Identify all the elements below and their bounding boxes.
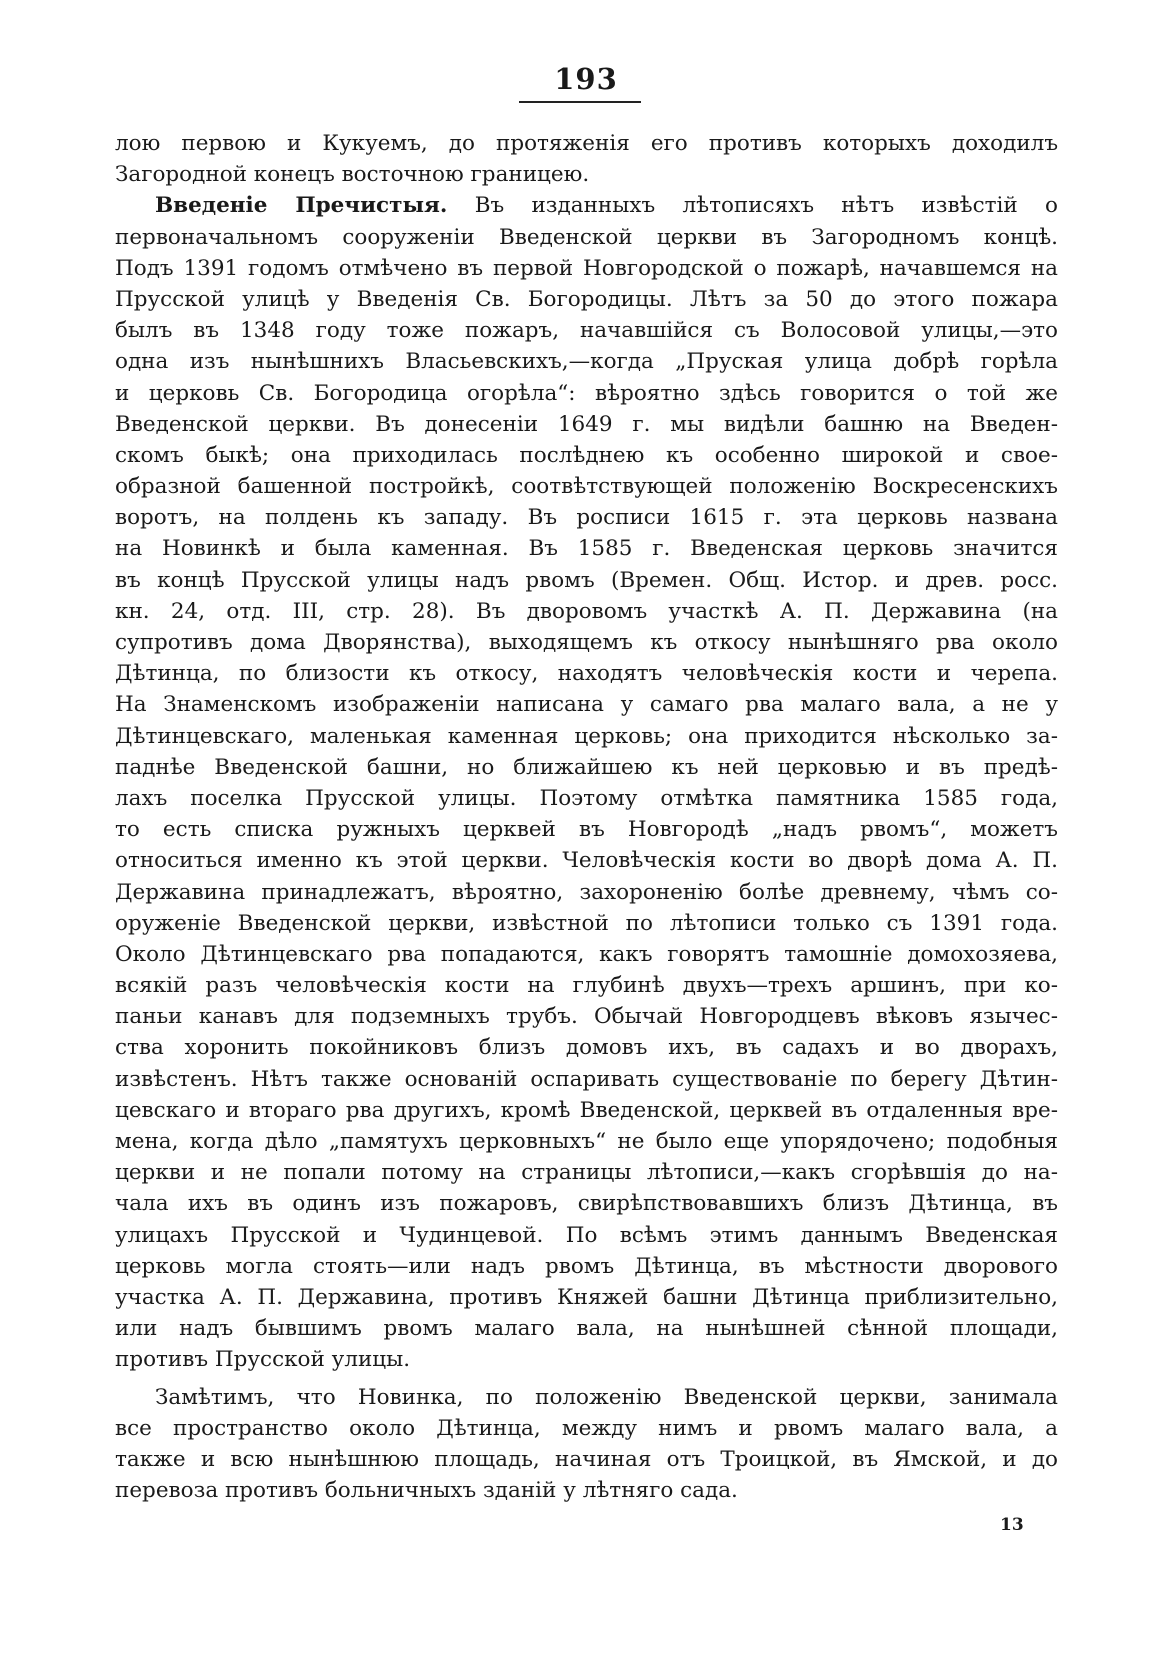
page-number: 193 (554, 62, 618, 96)
text-line: Державина принадлежатъ, вѣроятно, захороненію болѣе древнему, чѣмъ со- (115, 879, 1058, 905)
text-line: всякій разъ человѣческія кости на глубинѣ двухъ—трехъ аршинъ, при ко- (115, 973, 1058, 999)
text-line: Подъ 1391 годомъ отмѣчено въ первой Новгородской о пожарѣ, начавшемся на (115, 255, 1058, 281)
text-line: одна изъ нынѣшнихъ Власьевскихъ,—когда „Пруская улица добрѣ горѣла (115, 349, 1058, 375)
text-line: перевоза противъ больничныхъ зданій у лѣтняго сада. (115, 1478, 738, 1504)
text-line: также и всю нынѣшнюю площадь, начиная отъ Троицкой, въ Ямской, и до (115, 1446, 1058, 1472)
text-line: Дѣтинца, по близости къ откосу, находятъ человѣческія кости и черепа. (115, 661, 1058, 687)
text-line: на Новинкѣ и была каменная. Въ 1585 г. Введенская церковь значится (115, 536, 1058, 562)
text-line: былъ въ 1348 году тоже пожаръ, начавшійся съ Волосовой улицы,—это (115, 318, 1058, 344)
text-line: то есть списка ружныхъ церквей въ Новгородѣ „надъ рвомъ“, можетъ (115, 817, 1058, 843)
text-line: воротъ, на полдень къ западу. Въ росписи 1615 г. эта церковь названа (115, 505, 1058, 531)
text-line: ства хоронить покойниковъ близъ домовъ ихъ, въ садахъ и во дворахъ, (115, 1035, 1058, 1061)
text-line: все пространство около Дѣтинца, между нимъ и рвомъ малаго вала, а (115, 1415, 1058, 1441)
text-line: Введенской церкви. Въ донесеніи 1649 г. мы видѣли башню на Введен- (115, 411, 1058, 437)
paragraph-first-line (115, 190, 1058, 221)
text-line: въ концѣ Прусской улицы надъ рвомъ (Времен. Общ. Истор. и древ. росс. (115, 567, 1058, 593)
text-line: чала ихъ въ одинъ изъ пожаровъ, свирѣпствовавшихъ близъ Дѣтинца, въ (115, 1191, 1058, 1217)
text-line: относиться именно къ этой церкви. Человѣческія кости во дворѣ дома А. П. (115, 848, 1058, 874)
text-line: или надъ бывшимъ рвомъ малаго вала, на нынѣшней сѣнной площади, (115, 1316, 1058, 1342)
section-term: Введеніе Пречистыя. (155, 193, 448, 219)
text-line: противъ Прусской улицы. (115, 1347, 411, 1373)
paragraph-3 (115, 1382, 1058, 1507)
text-line: лою первою и Кукуемъ, до протяженія его противъ которыхъ доходилъ (115, 131, 1058, 156)
text-run: Въ изданныхъ лѣтописяхъ нѣтъ извѣстій о (474, 193, 1058, 219)
text-line: лахъ поселка Прусской улицы. Поэтому отмѣтка памятника 1585 года, (115, 785, 1058, 811)
signature-mark: 13 (1000, 1515, 1024, 1535)
text-line: Замѣтимъ, что Новинка, по положенію Введенской церкви, занимала (155, 1384, 1058, 1410)
text-line: кн. 24, отд. III, стр. 28). Въ дворовомъ участкѣ А. П. Державина (на (115, 598, 1058, 624)
text-line: оруженіе Введенской церкви, извѣстной по лѣтописи только съ 1391 года. (115, 910, 1058, 936)
text-line: церкви и не попали потому на страницы лѣтописи,—какъ сгорѣвшія до на- (115, 1160, 1058, 1186)
header-rule (519, 101, 641, 103)
text-line: На Знаменскомъ изображеніи написана у самаго рва малаго вала, а не у (115, 692, 1058, 718)
text-line: и церковь Св. Богородица огорѣла“: вѣроятно здѣсь говорится о той же (115, 380, 1058, 406)
text-line: супротивъ дома Дворянства), выходящемъ къ откосу нынѣшняго рва около (115, 630, 1058, 655)
text-line: извѣстенъ. Нѣтъ также основаній оспаривать существованіе по берегу Дѣтин- (115, 1066, 1058, 1092)
text-line: цевскаго и втораго рва другихъ, кромѣ Введенской, церквей въ отдаленныя вре- (115, 1097, 1058, 1123)
text-line: Дѣтинцевскаго, маленькая каменная церковь; она приходится нѣсколько за- (115, 723, 1058, 749)
text-line: первоначальномъ сооруженіи Введенской церкви въ Загородномъ концѣ. (115, 224, 1058, 250)
text-line: Прусской улицѣ у Введенія Св. Богородицы. Лѣтъ за 50 до этого пожара (115, 286, 1058, 312)
text-line: улицахъ Прусской и Чудинцевой. По всѣмъ этимъ даннымъ Введенская (115, 1222, 1058, 1248)
text-line: церковь могла стоять—или надъ рвомъ Дѣтинца, въ мѣстности дворового (115, 1253, 1058, 1279)
text-line: образной башенной постройкѣ, соотвѣтствующей положенію Воскресенскихъ (115, 474, 1058, 500)
text-line: паднѣе Введенской башни, но ближайшею къ ней церковью и въ предѣ- (115, 754, 1058, 780)
text-line: Загородной конецъ восточною границею. (115, 162, 590, 188)
text-line: паньи канавъ для подземныхъ трубъ. Обычай Новгородцевъ вѣковъ язычес- (115, 1004, 1058, 1030)
text-line: скомъ быкѣ; она приходилась послѣднею къ особенно широкой и свое- (115, 442, 1058, 468)
paragraph-2 (115, 222, 1058, 1376)
text-line: Около Дѣтинцевскаго рва попадаются, какъ говорятъ тамошніе домохозяева, (115, 941, 1058, 967)
text-line: мена, когда дѣло „памятухъ церковныхъ“ не было еще упорядочено; подобныя (115, 1129, 1058, 1154)
body-text (115, 128, 1058, 1506)
text-line: участка А. П. Державина, противъ Княжей башни Дѣтинца приблизительно, (115, 1284, 1058, 1310)
